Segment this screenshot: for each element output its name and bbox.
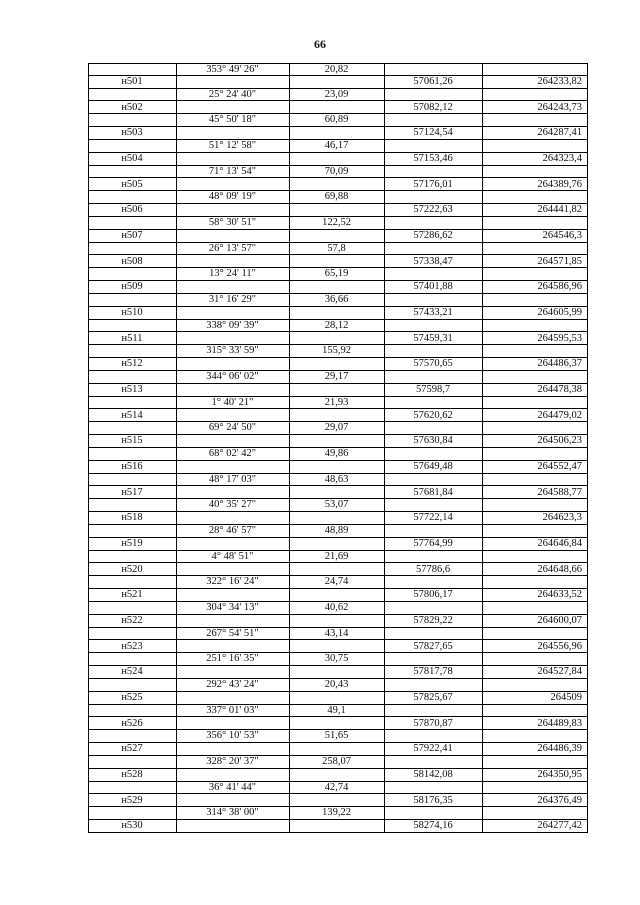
cell-dist: 30,75 xyxy=(324,653,349,665)
table-row-segment xyxy=(88,345,588,358)
cell-y: 264509 xyxy=(550,691,582,703)
cell-dist: 51,65 xyxy=(324,730,349,742)
table-row-point xyxy=(88,820,588,833)
cell-y: 264243,73 xyxy=(537,101,582,113)
cell-point: н501 xyxy=(121,75,143,87)
table-row-point xyxy=(88,538,588,551)
cell-x: 57786,6 xyxy=(415,563,451,575)
table-row-point xyxy=(88,410,588,423)
cell-x: 57764,99 xyxy=(413,537,453,549)
cell-x: 57176,01 xyxy=(413,178,453,190)
cell-y: 264506,23 xyxy=(537,435,582,447)
cell-dist: 21,93 xyxy=(324,396,349,408)
cell-point: н513 xyxy=(121,383,143,395)
cell-dist: 36,66 xyxy=(324,294,349,305)
table-row-point xyxy=(88,743,588,756)
cell-y: 264588,77 xyxy=(537,486,582,498)
table-row-segment xyxy=(88,705,588,718)
cell-x: 57082,12 xyxy=(413,101,453,113)
cell-y: 264623,3 xyxy=(542,512,582,524)
cell-angle: 45° 50' 18" xyxy=(208,114,257,126)
cell-point: н505 xyxy=(121,178,143,190)
table-row-point xyxy=(88,358,588,371)
cell-dist: 258,07 xyxy=(322,756,351,767)
cell-y: 264376,49 xyxy=(537,794,582,806)
table-row-segment xyxy=(88,294,588,307)
table-row-point xyxy=(88,564,588,577)
cell-y: 264600,07 xyxy=(537,614,582,626)
cell-angle: 344° 06' 02" xyxy=(206,371,259,382)
cell-dist: 69,88 xyxy=(324,191,349,203)
cell-angle: 251° 16' 35" xyxy=(206,653,259,665)
cell-x: 57681,84 xyxy=(413,486,453,498)
cell-y: 264527,84 xyxy=(537,666,582,678)
cell-y: 264605,99 xyxy=(537,306,582,318)
table-row-segment xyxy=(88,730,588,743)
cell-dist: 65,19 xyxy=(324,268,349,280)
table-row-segment xyxy=(88,140,588,153)
table-row-point xyxy=(88,795,588,808)
table-row-point xyxy=(88,127,588,140)
cell-y: 264633,52 xyxy=(537,589,582,601)
cell-angle: 48° 09' 19" xyxy=(208,191,257,203)
cell-angle: 304° 34' 13" xyxy=(206,602,259,613)
table-row-segment xyxy=(88,166,588,179)
cell-point: н521 xyxy=(121,589,143,601)
table-row-point xyxy=(88,461,588,474)
cell-y: 264486,37 xyxy=(537,358,582,370)
cell-x: 57620,62 xyxy=(413,409,453,421)
cell-point: н507 xyxy=(121,229,143,241)
cell-dist: 48,63 xyxy=(324,473,349,485)
cell-point: н504 xyxy=(121,152,143,164)
cell-x: 57722,14 xyxy=(413,512,453,524)
table-row-point xyxy=(88,179,588,192)
table-row-point xyxy=(88,589,588,602)
table-row-point xyxy=(88,76,588,89)
cell-angle: 58° 30' 51" xyxy=(208,217,257,228)
table-row-segment xyxy=(88,551,588,564)
cell-angle: 51° 12' 58" xyxy=(208,140,257,151)
cell-point: н514 xyxy=(121,409,143,421)
table-row-point xyxy=(88,281,588,294)
table-row-segment xyxy=(88,474,588,487)
coordinates-table xyxy=(88,63,588,833)
cell-dist: 42,74 xyxy=(324,781,349,793)
cell-y: 264233,82 xyxy=(537,75,582,87)
cell-angle: 71° 13' 54" xyxy=(208,165,257,177)
cell-point: н529 xyxy=(121,794,143,806)
cell-x: 58142,08 xyxy=(413,768,453,780)
cell-angle: 4° 48' 51" xyxy=(211,550,254,562)
cell-point: н525 xyxy=(121,691,143,703)
cell-angle: 13° 24' 11" xyxy=(209,268,256,280)
cell-x: 57061,26 xyxy=(413,75,453,87)
cell-x: 57825,67 xyxy=(413,691,453,703)
cell-point: н522 xyxy=(121,614,143,626)
table-row-segment xyxy=(88,422,588,435)
cell-point: н510 xyxy=(121,306,143,318)
cell-point: н520 xyxy=(121,563,143,575)
cell-y: 264478,38 xyxy=(537,383,582,395)
cell-x: 57829,22 xyxy=(413,614,453,626)
cell-angle: 25° 24' 40" xyxy=(208,88,257,100)
cell-x: 57649,48 xyxy=(413,460,453,472)
table-row-point xyxy=(88,307,588,320)
cell-point: н530 xyxy=(121,820,143,832)
cell-x: 57433,21 xyxy=(413,306,453,318)
cell-y: 264486,39 xyxy=(537,743,582,755)
cell-x: 57401,88 xyxy=(413,281,453,293)
table-row-point xyxy=(88,769,588,782)
table-row-segment xyxy=(88,268,588,281)
cell-x: 57870,87 xyxy=(413,717,453,729)
cell-angle: 48° 17' 03" xyxy=(208,473,257,485)
cell-dist: 43,14 xyxy=(324,627,349,639)
cell-angle: 69° 24' 50" xyxy=(208,422,257,434)
cell-y: 264287,41 xyxy=(537,127,582,139)
table-row-point xyxy=(88,692,588,705)
cell-point: н515 xyxy=(121,435,143,447)
cell-x: 57806,17 xyxy=(413,589,453,601)
table-row-point xyxy=(88,384,588,397)
cell-angle: 26° 13' 57" xyxy=(208,242,257,254)
cell-point: н517 xyxy=(121,486,143,498)
table-row-point xyxy=(88,256,588,269)
cell-dist: 53,07 xyxy=(324,499,349,511)
table-row-segment xyxy=(88,807,588,820)
cell-angle: 337° 01' 03" xyxy=(206,704,259,716)
table-row-segment xyxy=(88,63,588,76)
cell-y: 264277,42 xyxy=(537,820,582,832)
cell-angle: 314° 38' 00" xyxy=(206,807,259,819)
cell-point: н524 xyxy=(121,666,143,678)
cell-x: 57598,7 xyxy=(415,383,451,395)
cell-angle: 292° 43' 24" xyxy=(206,679,259,690)
cell-point: н508 xyxy=(121,255,143,267)
cell-y: 264479,02 xyxy=(537,409,582,421)
cell-y: 264441,82 xyxy=(537,204,582,216)
table-row-point xyxy=(88,102,588,115)
cell-dist: 29,07 xyxy=(324,422,349,434)
table-row-segment xyxy=(88,114,588,127)
cell-x: 57222,63 xyxy=(413,204,453,216)
cell-y: 264595,53 xyxy=(537,332,582,344)
cell-angle: 356° 10' 53" xyxy=(206,730,259,742)
cell-point: н516 xyxy=(121,460,143,472)
table-row-point xyxy=(88,153,588,166)
table-row-point xyxy=(88,718,588,731)
cell-angle: 267° 54' 51" xyxy=(206,627,259,639)
cell-point: н503 xyxy=(121,127,143,139)
cell-dist: 24,74 xyxy=(324,576,349,588)
cell-x: 57817,78 xyxy=(413,666,453,678)
cell-x: 57570,65 xyxy=(413,358,453,370)
table-row-segment xyxy=(88,782,588,795)
cell-y: 264546,3 xyxy=(542,229,582,241)
cell-dist: 21,69 xyxy=(324,550,349,562)
cell-angle: 68° 02' 42" xyxy=(208,448,257,459)
cell-dist: 40,62 xyxy=(324,602,349,613)
cell-dist: 57,8 xyxy=(327,242,346,254)
cell-angle: 1° 40' 21" xyxy=(211,396,254,408)
table-row-point xyxy=(88,333,588,346)
table-row-point xyxy=(88,230,588,243)
table-row-point xyxy=(88,435,588,448)
cell-dist: 139,22 xyxy=(322,807,351,819)
cell-point: н518 xyxy=(121,512,143,524)
cell-x: 57124,54 xyxy=(413,127,453,139)
cell-x: 57922,41 xyxy=(413,743,453,755)
cell-angle: 28° 46' 57" xyxy=(208,525,257,536)
cell-dist: 46,17 xyxy=(324,140,349,151)
table-row-point xyxy=(88,487,588,500)
cell-angle: 36° 41' 44" xyxy=(208,781,257,793)
cell-point: н528 xyxy=(121,768,143,780)
cell-x: 57153,46 xyxy=(413,152,453,164)
cell-angle: 353° 49' 26" xyxy=(206,64,259,75)
cell-y: 264323,4 xyxy=(542,152,582,164)
cell-dist: 23,09 xyxy=(324,88,349,100)
cell-point: н502 xyxy=(121,101,143,113)
table-row-segment xyxy=(88,756,588,769)
cell-angle: 328° 20' 37" xyxy=(206,756,259,767)
cell-x: 57286,62 xyxy=(413,229,453,241)
cell-y: 264571,85 xyxy=(537,255,582,267)
cell-dist: 49,1 xyxy=(327,704,346,716)
cell-x: 58176,35 xyxy=(413,794,453,806)
table-row-segment xyxy=(88,628,588,641)
table-row-segment xyxy=(88,653,588,666)
cell-angle: 40° 35' 27" xyxy=(208,499,257,511)
cell-point: н512 xyxy=(121,358,143,370)
cell-point: н527 xyxy=(121,743,143,755)
cell-y: 264552,47 xyxy=(537,460,582,472)
cell-y: 264646,84 xyxy=(537,537,582,549)
table-row-segment xyxy=(88,320,588,333)
table-row-segment xyxy=(88,243,588,256)
cell-y: 264586,96 xyxy=(537,281,582,293)
cell-point: н511 xyxy=(121,332,143,344)
cell-dist: 20,82 xyxy=(324,64,349,75)
cell-dist: 60,89 xyxy=(324,114,349,126)
table-row-segment xyxy=(88,397,588,410)
cell-point: н526 xyxy=(121,717,143,729)
cell-y: 264389,76 xyxy=(537,178,582,190)
table-row-segment xyxy=(88,499,588,512)
cell-angle: 315° 33' 59" xyxy=(206,345,259,357)
cell-dist: 48,89 xyxy=(324,525,349,536)
cell-x: 57630,84 xyxy=(413,435,453,447)
cell-x: 58274,16 xyxy=(413,820,453,832)
cell-dist: 70,09 xyxy=(324,165,349,177)
cell-dist: 122,52 xyxy=(322,217,351,228)
table-row-point xyxy=(88,512,588,525)
cell-angle: 31° 16' 29" xyxy=(208,294,257,305)
table-row-segment xyxy=(88,525,588,538)
table-row-point xyxy=(88,615,588,628)
table-row-segment xyxy=(88,89,588,102)
cell-point: н523 xyxy=(121,640,143,652)
cell-dist: 49,86 xyxy=(324,448,349,459)
table-row-segment xyxy=(88,602,588,615)
cell-point: н519 xyxy=(121,537,143,549)
table-row-segment xyxy=(88,679,588,692)
cell-point: н506 xyxy=(121,204,143,216)
cell-dist: 29,17 xyxy=(324,371,349,382)
cell-y: 264350,95 xyxy=(537,768,582,780)
cell-dist: 20,43 xyxy=(324,679,349,690)
table-row-segment xyxy=(88,371,588,384)
cell-x: 57827,65 xyxy=(413,640,453,652)
cell-angle: 338° 09' 39" xyxy=(206,319,259,331)
cell-y: 264648,66 xyxy=(537,563,582,575)
cell-point: н509 xyxy=(121,281,143,293)
cell-dist: 155,92 xyxy=(322,345,351,357)
cell-y: 264489,83 xyxy=(537,717,582,729)
cell-angle: 322° 16' 24" xyxy=(206,576,259,588)
table-row-segment xyxy=(88,576,588,589)
table-row-point xyxy=(88,666,588,679)
table-row-point xyxy=(88,204,588,217)
table-row-segment xyxy=(88,217,588,230)
cell-dist: 28,12 xyxy=(324,319,349,331)
cell-x: 57459,31 xyxy=(413,332,453,344)
page-number: 66 xyxy=(314,37,326,51)
cell-x: 57338,47 xyxy=(413,255,453,267)
cell-y: 264556,96 xyxy=(537,640,582,652)
table-row-segment xyxy=(88,191,588,204)
table-row-segment xyxy=(88,448,588,461)
table-row-point xyxy=(88,641,588,654)
